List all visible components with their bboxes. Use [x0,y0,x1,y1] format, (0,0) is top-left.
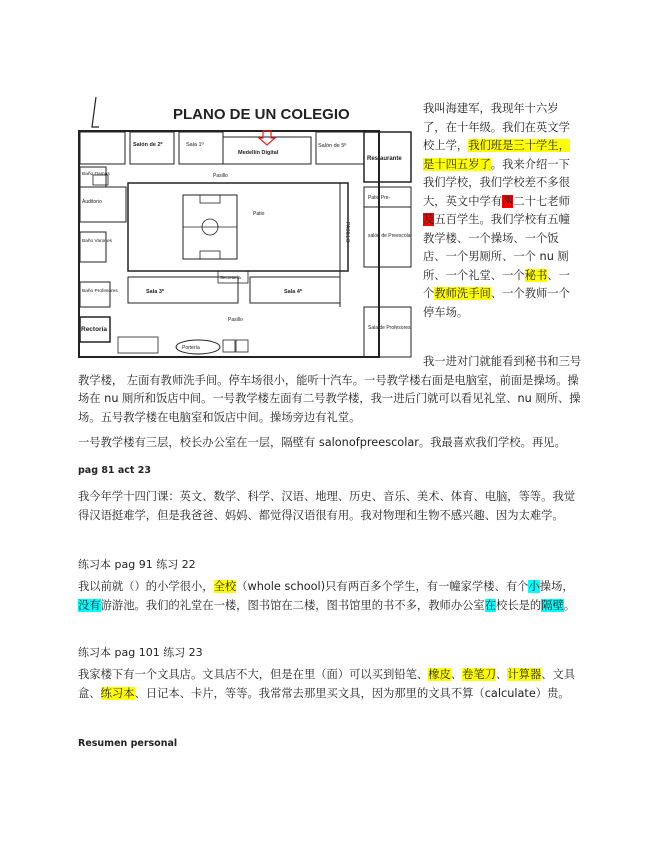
label-pasillo-side: PASILLO [344,222,350,243]
room-sala-profesores: Sala de Profesores [368,325,411,331]
room-bano-damas: Baño Damas [82,172,110,177]
room-salon-preescolar: salón de Preescolar [368,233,413,239]
building-text: 一号教学楼有三层，校长办公室在一层，隔壁有 salonofpreescolar。我最喜欢我们学校。再见。 [78,436,566,449]
st-text-3: 、 [496,668,508,681]
intro-text-4: 五百学生。我们学校有五幢教学楼、一个操场、一个饭店、一个男厕所、一个 nu 厕所、一个礼堂、一个 [423,213,570,282]
ps-text-6: 。 [563,598,576,612]
highlight-class-size: 我们班是三十学生，是十四五岁了 [423,139,570,171]
highlight-small: 小 [528,580,540,593]
highlight-eraser: 橡皮 [428,668,451,681]
cursor-mark [92,97,99,127]
highlight-sharpener: 卷笔刀 [462,668,497,681]
label-pasillo-top: Pasillo [213,173,228,179]
highlight-no-have: 没有 [78,598,101,612]
highlight-calculator: 计算器 [507,668,542,681]
layout-text: 我一进对门就能看到秘书和三号教学楼， 左面有教师洗手间。停车场很小，能听十汽车。一号教学楼右面是电脑室，前面是操场。操场在 nu 厕所和饭店中间。一号教学楼左面有二号教学楼，我一进后门就可以看见礼堂、nu 厕所、操场。五号教学楼在电脑室和饭店中间。操场旁边有礼堂。 [78,355,582,424]
plan-title: PLANO DE UN COLEGIO [173,106,350,123]
highlight-whole-school: 全校 [213,580,237,593]
school-floor-plan [78,97,413,359]
intro-paragraph [423,100,581,322]
room-secretaria: Secretaría [220,275,241,280]
intro-text-1: 我叫海建军，我现年十六岁了，在十年级。我们在英文学校上学， [423,102,570,152]
highlight-red-1: 两 [502,194,514,208]
room-porteria: Portería [182,345,200,351]
highlight-red-2: 及 [423,213,435,226]
room-auditorio: Auditorio [82,199,102,205]
highlight-exercise-book: 练习本 [100,686,135,700]
intro-text-2: 。我来介绍一下我们学校，我们学校差不多很大，英文中学有 [423,157,570,208]
label-pasillo-bottom: Pasillo [228,317,243,323]
room-salon-2: Salón de 2º [133,142,163,148]
heading-pag-81: pag 81 act 23 [78,465,151,476]
heading-pag-101: 练习本 pag 101 练习 23 [78,646,203,659]
heading-pag-91: 练习本 pag 91 练习 22 [78,558,196,571]
room-patio-pre: Patio Pre- [368,195,391,201]
ps-text-2: （whole school)只有两百多个学生，有一幢家学楼、有个 [236,580,529,593]
highlight-next-door: 隔壁 [541,598,564,612]
building-paragraph [78,434,583,453]
highlight-secretary: 秘书 [524,268,548,282]
primary-school-paragraph [78,578,583,615]
room-sala-3: Sala 3º [146,289,164,295]
room-restaurante: Restaurante [367,156,402,162]
layout-paragraph [78,353,583,427]
st-text-4: 、文具盒、 [78,668,576,700]
label-patio: Patio [253,211,265,217]
subjects-text: 我今年学十四门课：英文、数学、科学、汉语、地理、历史、音乐、美术、体育、电脑，等等。我觉得汉语挺难学，但是我爸爸、妈妈、都觉得汉语很有用。我对物理和生物不感兴趣、因为太难学。 [78,490,576,522]
ps-text-5: 校长是的 [496,598,542,612]
intro-text-3: 二十七老师 [513,194,570,208]
room-sala-1: Sala 1º [186,142,204,148]
ps-text-4: 游游池。我们的礼堂在一楼，图书馆在二楼，图书馆里的书不多，教师办公室 [100,598,485,612]
room-bano-varones: Baño Varones [82,239,113,244]
room-bano-profesores: Baño Profesores [82,289,118,294]
st-text-1: 我家楼下有一个文具店。文具店不大，但是在里（面）可以买到铅笔、 [78,668,429,681]
heading-resumen-personal: Resumen personal [78,738,178,749]
ps-text-3: 操场， [539,580,574,593]
ps-text-1: 我以前就（）的小学很小， [78,580,214,593]
room-rectoria: Rectoría [81,326,108,333]
subjects-paragraph [78,488,583,525]
highlight-teacher-restroom: 教师洗手间 [434,287,491,300]
room-medellin-digital: Medellín Digital [238,150,279,156]
room-salon-5: Salón de 5º [318,143,347,149]
red-arrow-icon [259,131,275,145]
highlight-at: 在 [484,598,497,612]
stationery-paragraph [78,666,583,703]
intro-text-5: 、一个 [423,268,570,300]
room-sala-4: Sala 4º [284,289,302,295]
st-text-5: 、日记本、卡片，等等。我常常去那里买文具，因为那里的文具不算（calculate）贵。 [134,686,570,700]
st-text-2: 、 [450,668,463,681]
intro-text-6: 、一个教师一个停车场。 [423,287,570,319]
